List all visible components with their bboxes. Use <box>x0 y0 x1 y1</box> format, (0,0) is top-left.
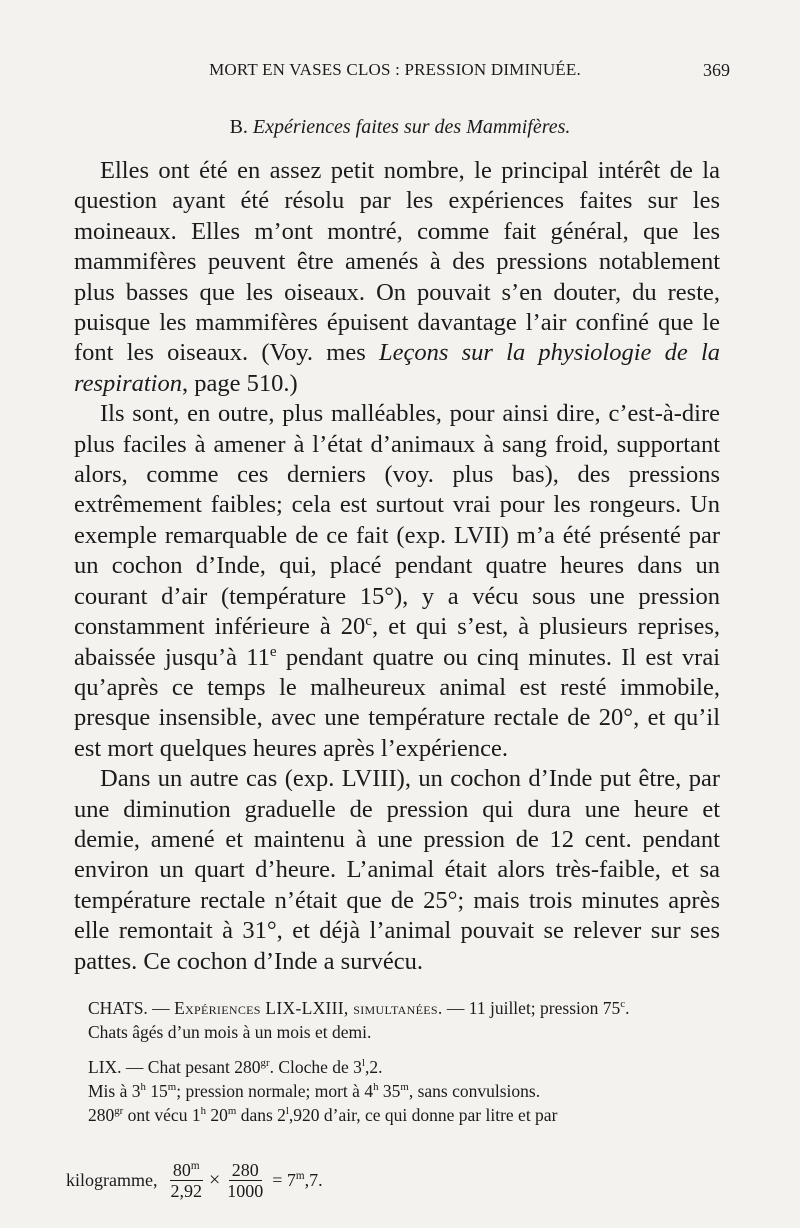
paragraph-2-text-end: pendant quatre ou cinq minutes. Il est vrai qu’après ce temps le malheureux animal est resté immobile, presque insensible, avec une température rectale de 20°, et qu’il est mort quelques heures après l’expérience. <box>74 643 720 762</box>
section-heading: Expériences faites sur des Mammifères. <box>252 116 571 138</box>
paragraph-1-text-end: , page 510.) <box>182 369 298 397</box>
superscript: m <box>190 1159 200 1172</box>
formula-result <box>272 1170 322 1191</box>
superscript: h <box>140 1081 146 1094</box>
superscript: e <box>269 642 277 660</box>
lix-text: Mis à 3 <box>88 1081 141 1101</box>
fraction-1-numerator-value: 80 <box>172 1159 191 1180</box>
fraction-2 <box>224 1160 266 1201</box>
lix-line-3 <box>88 1105 720 1126</box>
section-title <box>0 116 800 139</box>
paragraph-1-text: Elles ont été en assez petit nombre, le principal intérêt de la question ayant été résolu par les expériences faites sur les moineaux. Elles m’ont montré, comme fait général, que les mammifères peuvent être amenés à des pressions notablement plus basses que les oiseaux. On pouvait s’en douter, du reste, puisque les mammifères épuisent davantage l’air confiné que le font les oiseaux. (Voy. mes <box>74 157 720 367</box>
formula-word: kilogramme, <box>66 1169 158 1190</box>
paragraph-2 <box>74 399 720 764</box>
fraction-2-numerator: 280 <box>229 1160 262 1181</box>
fraction-2-denominator: 1000 <box>227 1180 264 1201</box>
lix-text: 15 <box>145 1081 168 1101</box>
lix-line-2 <box>88 1081 720 1102</box>
lix-text: dans 2 <box>236 1105 286 1125</box>
superscript: l <box>361 1057 365 1070</box>
superscript: c <box>365 611 373 629</box>
superscript: c <box>620 998 626 1011</box>
superscript: m <box>400 1081 409 1094</box>
fraction-1 <box>167 1160 205 1201</box>
formula <box>66 1154 323 1206</box>
lix-text: ; pression normale; mort à 4 <box>176 1081 374 1101</box>
superscript: h <box>373 1081 379 1094</box>
superscript: h <box>200 1105 206 1118</box>
experiment-label: CHATS. — <box>88 998 175 1018</box>
page-number: 369 <box>703 60 730 80</box>
fraction-1-numerator <box>170 1160 203 1181</box>
experiment-header-line-1 <box>88 998 720 1019</box>
superscript: m <box>167 1081 177 1094</box>
fraction-1-denominator: 2,92 <box>170 1180 202 1201</box>
superscript: gr <box>260 1057 270 1070</box>
paragraph-3: Dans un autre cas (exp. LVIII), un cochon d’Inde put être, par une diminution graduelle de pression qui dura une heure et demie, amené et maintenu à une pression de 12 cent. pendant environ un quart d’heure. L’animal était alors très-faible, et sa température rectale n’était que de 25°; mais trois minutes après elle remontait à 31°, et déjà l’animal pouvait se relever sur ses pattes. Ce cochon d’Inde a survécu. <box>74 765 720 975</box>
lix-text: ,2. <box>364 1057 383 1077</box>
experiment-date-end: . <box>625 998 630 1018</box>
lix-text: 280 <box>88 1105 115 1125</box>
lix-line-1 <box>88 1057 720 1078</box>
paragraph-2-text: Ils sont, en outre, plus malléables, pour ainsi dire, c’est-à-dire plus faciles à amener à l’état d’animaux à sang froid, supportant alors, comme ces derniers (voy. plus bas), des pressions extrêmement faibles; cela est surtout vrai pour les rongeurs. Un exemple remarquable de ce fait (exp. LVII) m’a été présenté par un cochon d’Inde, qui, placé pendant quatre heures dans un courant d’air (température 15°), y a vécu sous une pression constamment inférieure à 20 <box>74 400 720 641</box>
lix-text: . Cloche de 3 <box>269 1057 362 1077</box>
times-sign: × <box>208 1168 221 1191</box>
experiment-header-line-2: Chats âgés d’un mois à un mois et demi. <box>88 1022 372 1042</box>
running-title: MORT EN VASES CLOS : PRESSION DIMINUÉE. <box>209 60 581 79</box>
experiment-date: — 11 juillet; pression 75 <box>442 998 621 1018</box>
lix-text: ont vécu 1 <box>123 1105 201 1125</box>
formula-result-end: ,7. <box>304 1169 323 1190</box>
superscript: m <box>295 1169 305 1182</box>
paragraph-2-text-mid: , et qui s’est, à plusieurs reprises, abaissée jusqu’à 11 <box>74 613 720 671</box>
lix-text: 20 <box>206 1105 228 1125</box>
paragraph-1-book-title: Leçons sur la physiologie de la respiration <box>74 339 721 397</box>
formula-equals: = 7 <box>272 1169 296 1190</box>
superscript: m <box>227 1105 237 1118</box>
lix-text: LIX. — Chat pesant 280 <box>88 1057 261 1077</box>
running-head <box>60 60 730 84</box>
lix-text: , sans convulsions. <box>408 1081 541 1101</box>
body-text <box>74 156 720 977</box>
section-label: B. <box>229 116 248 138</box>
superscript: l <box>285 1105 289 1118</box>
superscript: gr <box>114 1105 124 1118</box>
lix-text: 35 <box>378 1081 401 1101</box>
lix-text: ,920 d’air, ce qui donne par litre et par <box>288 1105 558 1125</box>
paragraph-1 <box>74 156 720 399</box>
experiment-range: Expériences LIX-LXIII, simultanées. <box>174 998 443 1018</box>
